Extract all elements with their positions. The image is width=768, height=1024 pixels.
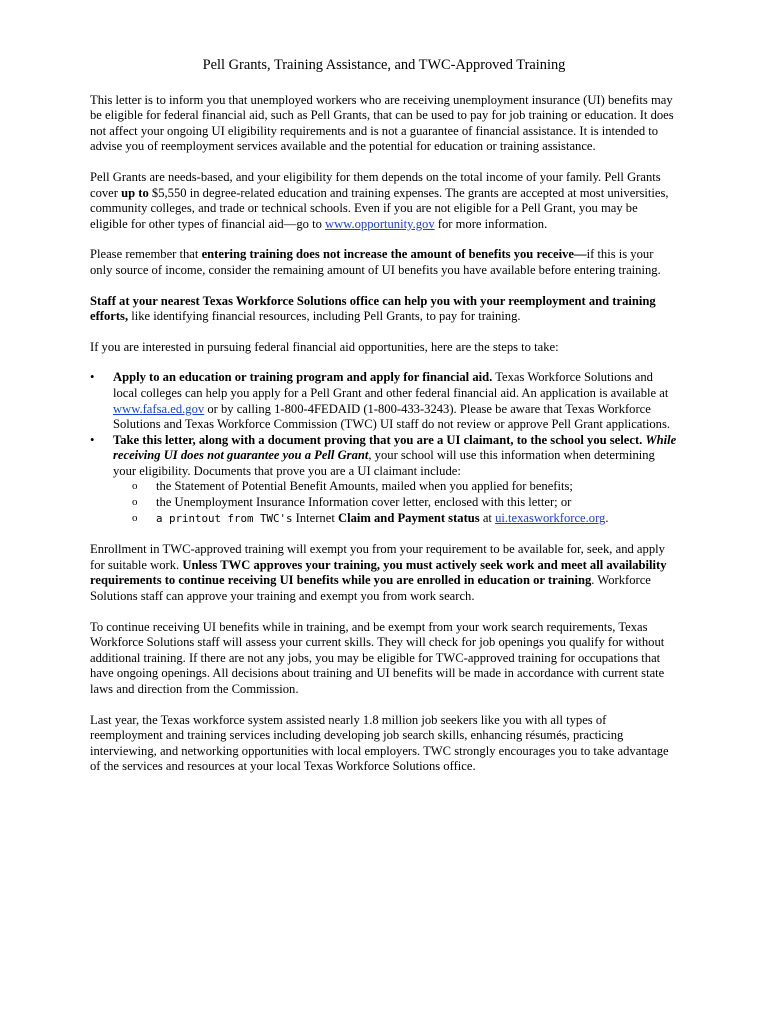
list-item bbox=[113, 370, 678, 432]
text-span: . bbox=[605, 510, 609, 525]
text-span: Texas Workforce Solutions and local colleges can help you apply for a Pell Grant and other federal financial aid. An application is available at bbox=[113, 370, 669, 400]
bold-italic-text: While receiving UI does not guarantee you a Pell Grant bbox=[113, 432, 677, 463]
bold-text: up to bbox=[121, 185, 149, 200]
text-span: a printout from TWC's bbox=[156, 511, 293, 525]
text-span: Please remember that bbox=[90, 247, 202, 262]
text-span: at bbox=[479, 510, 496, 525]
approved-training-paragraph bbox=[90, 542, 678, 604]
text-span: like identifying financial resources, including Pell Grants, to pay for training. bbox=[128, 309, 521, 324]
sub-list-item bbox=[156, 511, 678, 527]
text-span: $5,550 in degree-related education and training expenses. The grants are accepted at most universities, community colleges, and trade or technical schools. Even if you are not eligible for a Pell Grant, you may be eligible for other types of financial aid—go to bbox=[90, 185, 669, 231]
bold-text: Take this letter, along with a document proving that you are a UI claimant, to the school you select. bbox=[113, 432, 643, 447]
intro-paragraph: This letter is to inform you that unemployed workers who are receiving unemployment insurance (UI) benefits may be eligible for federal financial aid, such as Pell Grants, that can be used to pay for job training or education. It does not affect your ongoing UI eligibility requirements and is not a guarantee of financial assistance. It is intended to advise you of reemployment services available and the potential for education or training assistance. bbox=[90, 92, 674, 154]
bold-text: Apply to an education or training program and apply for financial aid. bbox=[113, 370, 493, 385]
pell-grant-paragraph bbox=[90, 170, 678, 232]
text-span: , your school will use this information when determining your eligibility. Documents that prove you are a UI claimant include: bbox=[113, 448, 655, 478]
bold-text: Unless TWC approves your training, you must actively seek work and meet all availability requirements to continue receiving UI benefits while you are enrolled in education or training bbox=[90, 557, 667, 588]
closing-paragraph: Last year, the Texas workforce system assisted nearly 1.8 million job seekers like you with all types of reemployment and training services including developing job search skills, enhancing résumés, practicing interviewing, and networking opportunities with local employers. TWC strongly encourages you to take advantage of the services and resources at your local Texas Workforce Solutions office. bbox=[90, 712, 669, 774]
sub-list-item: o the Statement of Potential Benefit Amounts, mailed when you applied for benefits; bbox=[156, 479, 678, 495]
text-span: Pell Grants are needs-based, and your eligibility for them depends on the total income of your family. Pell Grants cover bbox=[90, 169, 661, 200]
text-span: or by calling 1-800-4FEDAID (1-800-433-3243). Please be aware that Texas Workforce Solutions and Texas Workforce Commission (TWC) UI staff do not review or approve Pell Grant applications. bbox=[113, 401, 671, 432]
skills-assessment-paragraph: To continue receiving UI benefits while in training, and be exempt from your work search requirements, Texas Workforce Solutions staff will assess your current skills. They will check for job openings you qualify for without additional training. If there are not any jobs, you may be eligible for TWC-approved training for occupations that have ongoing openings. All decisions about training and UI benefits will be made in accordance with current state laws and direction from the Commission. bbox=[90, 619, 665, 696]
claimant-documents-list bbox=[113, 479, 678, 526]
steps-list bbox=[90, 370, 678, 526]
document-title: Pell Grants, Training Assistance, and TWC-Approved Training bbox=[202, 57, 566, 73]
list-item bbox=[113, 433, 678, 527]
text-span: for more information. bbox=[434, 216, 548, 231]
bold-text: Staff at your nearest Texas Workforce Solutions office can help you with your reemployment and training efforts, bbox=[90, 293, 656, 324]
bold-text: entering training does not increase the amount of benefits you receive— bbox=[201, 247, 587, 262]
text-span: Internet bbox=[292, 510, 338, 525]
text-span: Enrollment in TWC-approved training will exempt you from your requirement to be available for, seek, and apply for suitable work. bbox=[90, 542, 665, 572]
fafsa-link[interactable]: www.fafsa.ed.gov bbox=[113, 401, 205, 416]
bold-text: Claim and Payment status bbox=[337, 510, 480, 525]
benefits-reminder-paragraph bbox=[90, 247, 678, 278]
text-span: if this is your only source of income, consider the remaining amount of UI benefits you have available before entering training. bbox=[90, 247, 661, 277]
text-span: . Workforce Solutions staff can approve your training and exempt you from work search. bbox=[90, 573, 651, 604]
staff-help-paragraph bbox=[90, 294, 678, 325]
opportunity-link[interactable]: www.opportunity.gov bbox=[325, 216, 435, 231]
sub-list-item: o the Unemployment Insurance Information cover letter, enclosed with this letter; or bbox=[156, 495, 678, 511]
steps-intro-paragraph: If you are interested in pursuing federal financial aid opportunities, here are the steps to take: bbox=[90, 339, 559, 354]
ui-texasworkforce-link[interactable]: ui.texasworkforce.org bbox=[495, 510, 606, 525]
